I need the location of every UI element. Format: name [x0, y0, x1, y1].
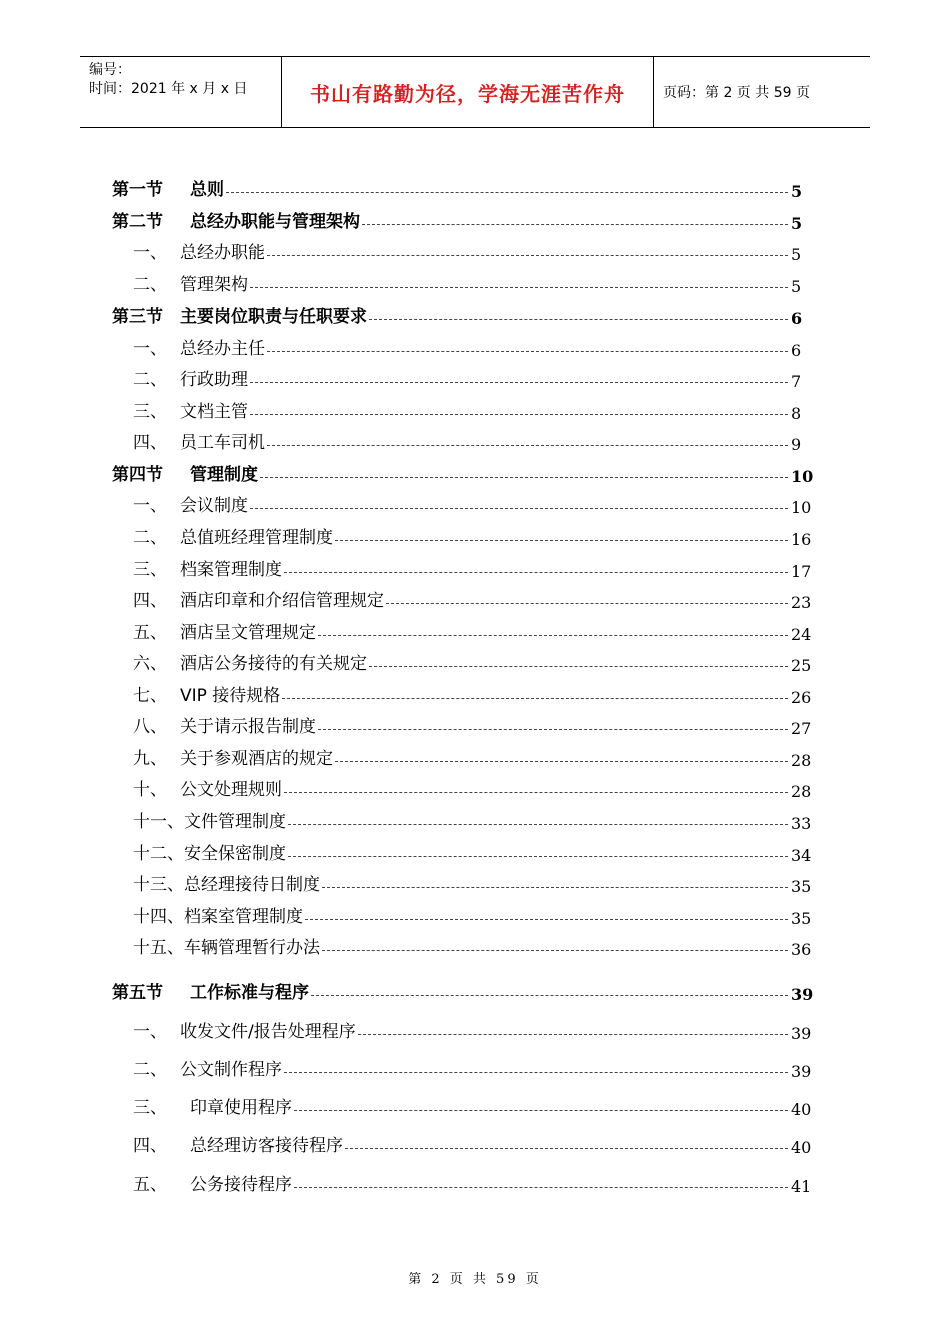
- toc-entry-number: 五、: [133, 1175, 167, 1195]
- toc-entry-number: 十五、: [133, 938, 184, 958]
- toc-entry[interactable]: [0, 556, 950, 582]
- toc-entry-title: 关于请示报告制度: [180, 717, 316, 737]
- toc-entry-page: 26: [791, 688, 812, 707]
- doc-number-label: 编号：: [89, 62, 131, 78]
- toc-entry[interactable]: [0, 619, 950, 645]
- toc-entry-title: 员工车司机: [180, 433, 265, 453]
- toc-entry-page: 10: [791, 467, 814, 486]
- toc-entry[interactable]: [0, 650, 950, 676]
- toc-entry-number: 第四节: [112, 465, 163, 485]
- toc-entry-number: 第五节: [112, 983, 163, 1003]
- toc-entry-page: 39: [791, 1062, 812, 1081]
- toc-entry-number: 三、: [133, 402, 167, 422]
- header-motto: 书山有路勤为径，学海无涯苦作舟: [282, 57, 654, 127]
- toc-leader-dots: [305, 919, 788, 920]
- toc-leader-dots: [335, 540, 788, 541]
- toc-entry-page: 25: [791, 656, 812, 675]
- toc-entry-page: 39: [791, 1024, 812, 1043]
- toc-entry-page: 5: [791, 214, 803, 233]
- toc-entry[interactable]: [0, 682, 950, 708]
- toc-entry-title: 总值班经理管理制度: [180, 528, 333, 548]
- toc-entry-page: 16: [791, 530, 812, 549]
- toc-entry-title: 总经理访客接待程序: [190, 1136, 343, 1156]
- toc-entry-page: 35: [791, 877, 812, 896]
- toc-leader-dots: [250, 382, 788, 383]
- toc-entry-number: 二、: [133, 1060, 167, 1080]
- toc-entry-title: 总经办职能与管理架构: [190, 212, 360, 232]
- toc-entry-title: 公文制作程序: [180, 1060, 282, 1080]
- toc-leader-dots: [294, 1110, 788, 1111]
- toc-leader-dots: [322, 887, 788, 888]
- toc-entry-title: 总经理接待日制度: [184, 875, 320, 895]
- toc-entry-title: 酒店呈文管理规定: [180, 623, 316, 643]
- toc-entry-title: 行政助理: [180, 370, 248, 390]
- toc-entry[interactable]: [0, 239, 950, 265]
- toc-entry-page: 9: [791, 435, 802, 454]
- toc-entry[interactable]: [0, 1132, 950, 1158]
- toc-leader-dots: [284, 792, 788, 793]
- toc-entry[interactable]: [0, 745, 950, 771]
- toc-entry-number: 第二节: [112, 212, 163, 232]
- toc-entry-number: 十、: [133, 780, 167, 800]
- toc-entry[interactable]: [0, 903, 950, 929]
- toc-entry-page: 23: [791, 593, 812, 612]
- toc-entry-number: 四、: [133, 1136, 167, 1156]
- toc-entry-page: 35: [791, 909, 812, 928]
- toc-leader-dots: [267, 351, 788, 352]
- toc-entry-title: VIP 接待规格: [180, 686, 281, 706]
- toc-entry-page: 28: [791, 782, 812, 801]
- header-meta: [80, 57, 282, 127]
- toc-entry-page: 36: [791, 940, 812, 959]
- toc-entry-number: 一、: [133, 1022, 167, 1042]
- toc-entry-title: 管理制度: [190, 465, 258, 485]
- toc-entry-page: 40: [791, 1138, 812, 1157]
- toc-entry-page: 6: [791, 309, 803, 328]
- toc-entry-title: 文档主管: [180, 402, 248, 422]
- toc-entry[interactable]: [0, 461, 950, 487]
- toc-entry[interactable]: [0, 1056, 950, 1082]
- toc-entry-number: 六、: [133, 654, 167, 674]
- toc-entry[interactable]: [0, 871, 950, 897]
- toc-entry[interactable]: [0, 776, 950, 802]
- toc-entry-title: 总则: [190, 180, 224, 200]
- toc-entry[interactable]: [0, 979, 950, 1005]
- toc-leader-dots: [335, 761, 788, 762]
- toc-entry-page: 41: [791, 1177, 812, 1196]
- toc-entry[interactable]: [0, 524, 950, 550]
- toc-entry[interactable]: [0, 1171, 950, 1197]
- toc-leader-dots: [318, 635, 788, 636]
- toc-entry-title: 印章使用程序: [190, 1098, 292, 1118]
- toc-entry-number: 九、: [133, 749, 167, 769]
- toc-entry-number: 五、: [133, 623, 167, 643]
- toc-leader-dots: [369, 319, 788, 320]
- toc-leader-dots: [318, 729, 788, 730]
- toc-entry-page: 39: [791, 985, 814, 1004]
- toc-leader-dots: [267, 445, 788, 446]
- toc-entry-title: 收发文件/报告处理程序: [180, 1022, 356, 1042]
- toc-entry-page: 5: [791, 182, 803, 201]
- toc-entry-number: 二、: [133, 275, 167, 295]
- toc-entry-page: 27: [791, 719, 812, 738]
- toc-entry-number: 十三、: [133, 875, 184, 895]
- toc-entry-title: 管理架构: [180, 275, 248, 295]
- toc-leader-dots: [358, 1034, 788, 1035]
- toc-entry-number: 一、: [133, 496, 167, 516]
- toc-leader-dots: [311, 995, 788, 996]
- toc-entry-title: 公文处理规则: [180, 780, 282, 800]
- toc-leader-dots: [288, 856, 788, 857]
- toc-entry-number: 十四、: [133, 907, 184, 927]
- toc-entry-number: 二、: [133, 370, 167, 390]
- toc-entry-page: 17: [791, 562, 812, 581]
- toc-entry-title: 公务接待程序: [190, 1175, 292, 1195]
- toc-entry-number: 一、: [133, 339, 167, 359]
- toc-entry-title: 文件管理制度: [184, 812, 286, 832]
- toc-entry-number: 一、: [133, 243, 167, 263]
- toc-leader-dots: [284, 1072, 788, 1073]
- toc-entry-page: 24: [791, 625, 812, 644]
- toc-entry-number: 三、: [133, 1098, 167, 1118]
- toc-leader-dots: [369, 666, 788, 667]
- toc-entry[interactable]: [0, 587, 950, 613]
- toc-entry-number: 第三节: [112, 307, 163, 327]
- toc-entry[interactable]: [0, 1018, 950, 1044]
- page-footer: 第 2 页 共 59 页: [408, 1272, 542, 1287]
- toc-entry-title: 工作标准与程序: [190, 983, 309, 1003]
- toc-leader-dots: [250, 508, 788, 509]
- toc-entry[interactable]: [0, 840, 950, 866]
- page-header: [80, 56, 870, 128]
- toc-entry[interactable]: [0, 366, 950, 392]
- toc-entry-title: 档案管理制度: [180, 560, 282, 580]
- toc-entry-page: 5: [791, 245, 802, 264]
- toc-entry-page: 10: [791, 498, 812, 517]
- toc-entry[interactable]: [0, 335, 950, 361]
- toc-entry-page: 6: [791, 341, 802, 360]
- toc-entry-number: 四、: [133, 591, 167, 611]
- toc-entry-title: 主要岗位职责与任职要求: [180, 307, 367, 327]
- toc-entry-number: 十二、: [133, 844, 184, 864]
- toc-entry-title: 总经办职能: [180, 243, 265, 263]
- toc-leader-dots: [260, 477, 788, 478]
- toc-leader-dots: [386, 603, 788, 604]
- toc-leader-dots: [250, 414, 788, 415]
- toc-leader-dots: [226, 192, 788, 193]
- toc-entry-number: 八、: [133, 717, 167, 737]
- toc-leader-dots: [288, 824, 788, 825]
- toc-entry-page: 5: [791, 277, 802, 296]
- toc-entry-title: 会议制度: [180, 496, 248, 516]
- toc-entry-number: 四、: [133, 433, 167, 453]
- toc-entry-title: 关于参观酒店的规定: [180, 749, 333, 769]
- toc-entry[interactable]: [0, 934, 950, 960]
- toc-entry-title: 酒店印章和介绍信管理规定: [180, 591, 384, 611]
- toc-entry[interactable]: [0, 271, 950, 297]
- toc-entry[interactable]: [0, 398, 950, 424]
- toc-entry-number: 二、: [133, 528, 167, 548]
- doc-time-label: 时间：2021 年 x 月 x 日: [89, 81, 248, 97]
- toc-entry-page: 7: [791, 372, 802, 391]
- toc-entry[interactable]: [0, 303, 950, 329]
- toc-entry[interactable]: [0, 176, 950, 202]
- toc-entry-number: 七、: [133, 686, 167, 706]
- toc-entry-page: 8: [791, 404, 802, 423]
- toc-entry-number: 十一、: [133, 812, 184, 832]
- toc-entry-title: 车辆管理暂行办法: [184, 938, 320, 958]
- toc-entry-page: 28: [791, 751, 812, 770]
- toc-leader-dots: [362, 224, 788, 225]
- toc-entry[interactable]: [0, 713, 950, 739]
- toc-leader-dots: [294, 1187, 788, 1188]
- toc-leader-dots: [284, 572, 788, 573]
- toc-entry[interactable]: [0, 1094, 950, 1120]
- toc-leader-dots: [322, 950, 788, 951]
- toc-entry-number: 第一节: [112, 180, 163, 200]
- toc-entry[interactable]: [0, 208, 950, 234]
- toc-entry-title: 酒店公务接待的有关规定: [180, 654, 367, 674]
- toc-entry-page: 34: [791, 846, 812, 865]
- toc-leader-dots: [250, 287, 788, 288]
- toc-entry[interactable]: [0, 429, 950, 455]
- toc-entry-title: 总经办主任: [180, 339, 265, 359]
- toc-entry-page: 33: [791, 814, 812, 833]
- toc-entry[interactable]: [0, 808, 950, 834]
- header-page-info: 页码：第 2 页 共 59 页: [663, 85, 810, 101]
- toc-entry-page: 40: [791, 1100, 812, 1119]
- toc-leader-dots: [282, 698, 788, 699]
- toc-entry-title: 档案室管理制度: [184, 907, 303, 927]
- toc-leader-dots: [345, 1148, 788, 1149]
- toc-entry-title: 安全保密制度: [184, 844, 286, 864]
- toc-entry[interactable]: [0, 492, 950, 518]
- toc-leader-dots: [267, 255, 788, 256]
- toc-entry-number: 三、: [133, 560, 167, 580]
